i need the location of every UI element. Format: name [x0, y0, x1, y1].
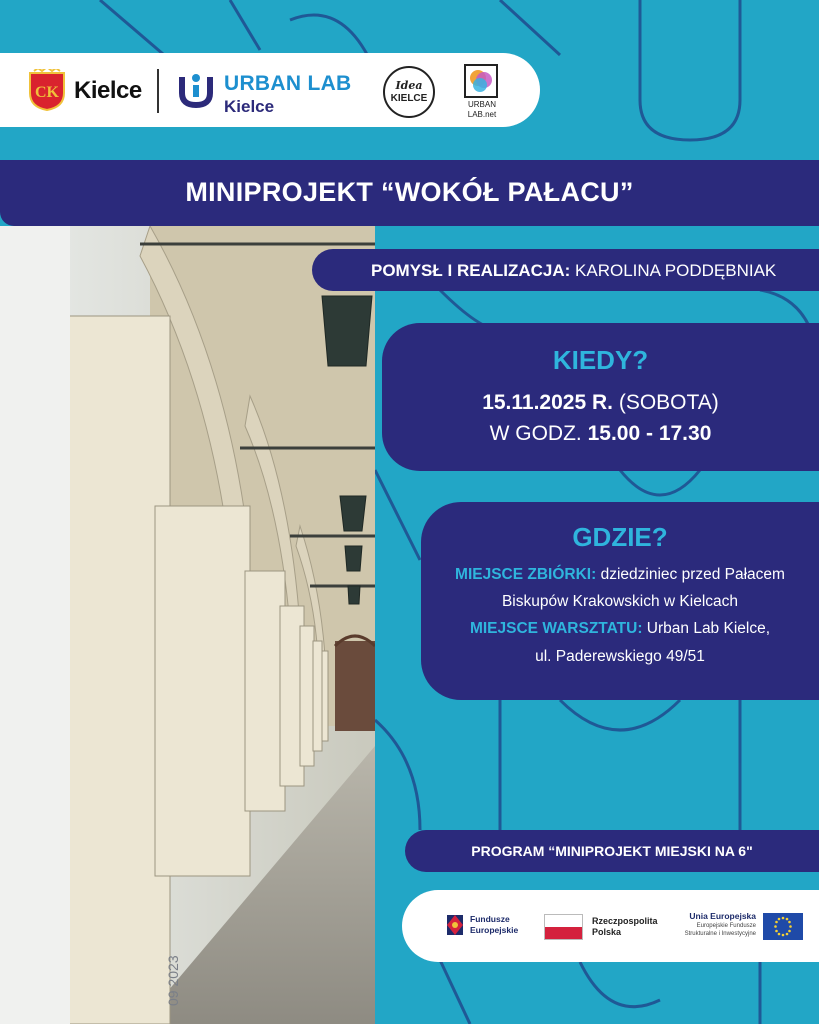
event-date: 15.11.2025 R. [482, 391, 613, 414]
event-time: 15.00 - 17.30 [587, 422, 712, 445]
author-name: KAROLINA PODDĘBNIAK [575, 261, 777, 280]
photo-watermark: 09 2023 [165, 955, 181, 1006]
workshop-place-text-1: Urban Lab Kielce, [646, 620, 771, 637]
urbanlab-net-logo [462, 64, 502, 124]
event-day: (SOBOTA) [618, 391, 719, 414]
fe-line2: Europejskie [470, 925, 519, 935]
idea-logo-line2: KIELCE [390, 93, 428, 104]
program-bar [405, 830, 819, 872]
meeting-place-text-2: Biskupów Krakowskich w Kielcach [501, 593, 739, 610]
urbanlab-net-line1: URBAN [467, 100, 496, 109]
svg-text:CK: CK [35, 84, 59, 101]
kielce-logo-text: Kielce [74, 77, 142, 104]
rp-line1: Rzeczpospolita [592, 916, 658, 926]
meeting-place-text-1: dziedziniec przed Pałacem [600, 566, 785, 583]
poland-flag-icon [544, 914, 583, 940]
rp-line2: Polska [592, 927, 622, 937]
urban-lab-icon [178, 71, 214, 109]
ue-line1: Unia Europejska [689, 911, 756, 921]
page-title: MINIPROJEKT “WOKÓŁ PAŁACU” [185, 177, 634, 207]
arcade-photo [0, 226, 375, 1024]
partner-logos-bar [0, 53, 540, 127]
eu-flag-icon [763, 913, 803, 940]
workshop-place-text-2: ul. Paderewskiego 49/51 [535, 648, 705, 665]
idea-logo-line1: Idea [395, 79, 423, 92]
kielce-crest-logo [28, 69, 66, 111]
ue-line3: Strukturalne i Inwestycyjne [684, 931, 756, 937]
meeting-place-line [421, 566, 819, 584]
where-heading: GDZIE? [572, 522, 668, 552]
where-box [421, 502, 819, 700]
fundusze-europejskie-icon [445, 913, 465, 937]
urban-lab-title: URBAN LAB [224, 72, 352, 95]
idea-kielce-logo [383, 66, 435, 118]
fe-line1: Fundusze [470, 914, 510, 924]
author-bar [312, 249, 819, 291]
when-date-line [382, 391, 819, 415]
logo-divider [157, 69, 159, 113]
ue-line2: Europejskie Fundusze [696, 923, 756, 929]
urban-lab-subtitle: Kielce [224, 97, 275, 116]
when-box [382, 323, 819, 471]
author-line [371, 261, 776, 281]
time-prefix: W GODZ. [489, 422, 582, 445]
meeting-place-label: MIEJSCE ZBIÓRKI: [455, 566, 597, 583]
author-label: POMYSŁ I REALIZACJA: [371, 261, 571, 280]
when-time-line [382, 422, 819, 446]
program-text: PROGRAM “MINIPROJEKT MIEJSKI NA 6" [471, 843, 753, 859]
when-heading: KIEDY? [552, 345, 649, 375]
workshop-place-label: MIEJSCE WARSZTATU: [469, 620, 643, 637]
urbanlab-net-line2: LAB.net [467, 110, 497, 119]
workshop-place-line [421, 620, 819, 638]
title-banner [0, 160, 819, 226]
eu-funding-logos-bar [402, 890, 819, 962]
urbanlab-net-icon [464, 64, 498, 98]
